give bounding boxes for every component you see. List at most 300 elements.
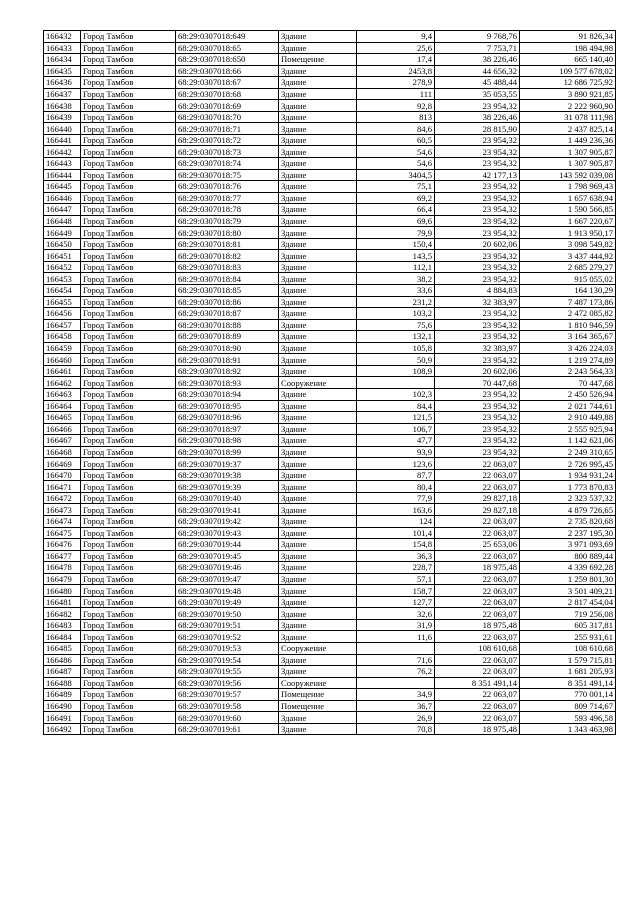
specific-value-cell: 8 351 491,14 [435, 677, 520, 689]
specific-value-cell: 23 954,32 [435, 308, 520, 320]
row-number-cell: 166453 [44, 273, 81, 285]
specific-value-cell: 38 226,46 [435, 111, 520, 123]
specific-value-cell: 18 975,48 [435, 619, 520, 631]
area-cell: 813 [357, 111, 435, 123]
cadastral-value-cell: 143 592 039,08 [520, 169, 616, 181]
city-cell: Город Тамбов [81, 261, 176, 273]
cadastral-value-cell: 719 256,08 [520, 608, 616, 620]
cadastral-value-cell: 2 249 310,65 [520, 446, 616, 458]
area-cell: 33,6 [357, 285, 435, 297]
cadastral-value-cell: 2 323 537,32 [520, 492, 616, 504]
cadastral-value-cell: 1 798 969,43 [520, 181, 616, 193]
row-number-cell: 166458 [44, 331, 81, 343]
area-cell [357, 677, 435, 689]
table-row [44, 308, 616, 320]
area-cell: 3404,5 [357, 169, 435, 181]
row-number-cell: 166448 [44, 215, 81, 227]
city-cell: Город Тамбов [81, 458, 176, 470]
specific-value-cell: 4 884,83 [435, 285, 520, 297]
specific-value-cell: 22 063,07 [435, 527, 520, 539]
city-cell: Город Тамбов [81, 31, 176, 43]
area-cell: 57,1 [357, 573, 435, 585]
specific-value-cell: 29 827,18 [435, 492, 520, 504]
cadastral-number-cell: 68:29:0307018:78 [176, 204, 279, 216]
object-type-cell: Здание [279, 515, 357, 527]
area-cell: 75,6 [357, 319, 435, 331]
object-type-cell: Здание [279, 550, 357, 562]
specific-value-cell: 23 954,32 [435, 273, 520, 285]
area-cell: 278,9 [357, 77, 435, 89]
specific-value-cell: 23 954,32 [435, 215, 520, 227]
area-cell: 31,9 [357, 619, 435, 631]
table-row [44, 527, 616, 539]
cadastral-value-cell: 198 494,98 [520, 42, 616, 54]
specific-value-cell: 23 954,32 [435, 100, 520, 112]
city-cell: Город Тамбов [81, 54, 176, 66]
cadastral-number-cell: 68:29:0307018:99 [176, 446, 279, 458]
area-cell: 106,7 [357, 423, 435, 435]
object-type-cell: Здание [279, 596, 357, 608]
cadastral-number-cell: 68:29:0307018:81 [176, 238, 279, 250]
table-row [44, 654, 616, 666]
city-cell: Город Тамбов [81, 123, 176, 135]
area-cell: 112,1 [357, 261, 435, 273]
row-number-cell: 166440 [44, 123, 81, 135]
table-row [44, 65, 616, 77]
cadastral-number-cell: 68:29:0307019:40 [176, 492, 279, 504]
table-row [44, 504, 616, 516]
cadastral-number-cell: 68:29:0307019:38 [176, 469, 279, 481]
specific-value-cell: 35 053,55 [435, 88, 520, 100]
cadastral-table [43, 30, 616, 735]
table-row [44, 481, 616, 493]
area-cell: 84,4 [357, 400, 435, 412]
specific-value-cell: 23 954,32 [435, 146, 520, 158]
row-number-cell: 166464 [44, 400, 81, 412]
row-number-cell: 166483 [44, 619, 81, 631]
area-cell: 105,8 [357, 342, 435, 354]
cadastral-value-cell: 2 450 526,94 [520, 388, 616, 400]
specific-value-cell: 23 954,32 [435, 227, 520, 239]
table-row [44, 215, 616, 227]
cadastral-number-cell: 68:29:0307019:53 [176, 642, 279, 654]
specific-value-cell: 18 975,48 [435, 723, 520, 735]
cadastral-number-cell: 68:29:0307019:42 [176, 515, 279, 527]
object-type-cell: Здание [279, 31, 357, 43]
specific-value-cell: 22 063,07 [435, 608, 520, 620]
area-cell: 231,2 [357, 296, 435, 308]
city-cell: Город Тамбов [81, 250, 176, 262]
area-cell: 32,6 [357, 608, 435, 620]
row-number-cell: 166438 [44, 100, 81, 112]
table-row [44, 631, 616, 643]
row-number-cell: 166435 [44, 65, 81, 77]
specific-value-cell: 23 954,32 [435, 400, 520, 412]
table-row [44, 285, 616, 297]
cadastral-value-cell: 665 140,40 [520, 54, 616, 66]
table-row [44, 192, 616, 204]
specific-value-cell: 20 602,06 [435, 365, 520, 377]
area-cell: 111 [357, 88, 435, 100]
area-cell: 103,2 [357, 308, 435, 320]
specific-value-cell: 70 447,68 [435, 377, 520, 389]
table-row [44, 134, 616, 146]
cadastral-number-cell: 68:29:0307018:83 [176, 261, 279, 273]
table-row [44, 227, 616, 239]
table-row [44, 423, 616, 435]
table-row [44, 146, 616, 158]
cadastral-value-cell: 2 243 564,33 [520, 365, 616, 377]
cadastral-number-cell: 68:29:0307019:57 [176, 689, 279, 701]
cadastral-number-cell: 68:29:0307018:71 [176, 123, 279, 135]
cadastral-number-cell: 68:29:0307019:48 [176, 585, 279, 597]
row-number-cell: 166445 [44, 181, 81, 193]
area-cell: 154,8 [357, 539, 435, 551]
object-type-cell: Здание [279, 365, 357, 377]
cadastral-value-cell: 109 577 678,02 [520, 65, 616, 77]
object-type-cell: Здание [279, 123, 357, 135]
table-row [44, 550, 616, 562]
area-cell: 228,7 [357, 562, 435, 574]
table-row [44, 446, 616, 458]
cadastral-value-cell: 2 237 195,30 [520, 527, 616, 539]
area-cell [357, 377, 435, 389]
row-number-cell: 166455 [44, 296, 81, 308]
row-number-cell: 166476 [44, 539, 81, 551]
table-row [44, 261, 616, 273]
area-cell: 143,5 [357, 250, 435, 262]
cadastral-number-cell: 68:29:0307019:46 [176, 562, 279, 574]
table-row [44, 354, 616, 366]
area-cell: 75,1 [357, 181, 435, 193]
cadastral-value-cell: 1 667 220,67 [520, 215, 616, 227]
specific-value-cell: 42 177,13 [435, 169, 520, 181]
row-number-cell: 166480 [44, 585, 81, 597]
cadastral-number-cell: 68:29:0307018:69 [176, 100, 279, 112]
area-cell: 9,4 [357, 31, 435, 43]
row-number-cell: 166466 [44, 423, 81, 435]
row-number-cell: 166479 [44, 573, 81, 585]
cadastral-value-cell: 2 472 085,82 [520, 308, 616, 320]
cadastral-value-cell: 1 449 236,36 [520, 134, 616, 146]
cadastral-number-cell: 68:29:0307019:37 [176, 458, 279, 470]
area-cell: 11,6 [357, 631, 435, 643]
row-number-cell: 166447 [44, 204, 81, 216]
object-type-cell: Здание [279, 492, 357, 504]
specific-value-cell: 32 383,97 [435, 296, 520, 308]
cadastral-number-cell: 68:29:0307018:649 [176, 31, 279, 43]
object-type-cell: Здание [279, 400, 357, 412]
specific-value-cell: 20 602,06 [435, 238, 520, 250]
row-number-cell: 166433 [44, 42, 81, 54]
area-cell: 102,3 [357, 388, 435, 400]
specific-value-cell: 22 063,07 [435, 458, 520, 470]
cadastral-number-cell: 68:29:0307018:95 [176, 400, 279, 412]
object-type-cell: Здание [279, 342, 357, 354]
cadastral-value-cell: 1 219 274,89 [520, 354, 616, 366]
row-number-cell: 166470 [44, 469, 81, 481]
cadastral-value-cell: 1 142 621,06 [520, 435, 616, 447]
object-type-cell: Здание [279, 331, 357, 343]
city-cell: Город Тамбов [81, 619, 176, 631]
table-row [44, 458, 616, 470]
row-number-cell: 166446 [44, 192, 81, 204]
city-cell: Город Тамбов [81, 596, 176, 608]
object-type-cell: Здание [279, 134, 357, 146]
specific-value-cell: 22 063,07 [435, 631, 520, 643]
cadastral-number-cell: 68:29:0307019:56 [176, 677, 279, 689]
city-cell: Город Тамбов [81, 446, 176, 458]
object-type-cell: Здание [279, 296, 357, 308]
object-type-cell: Здание [279, 250, 357, 262]
cadastral-value-cell: 4 879 726,65 [520, 504, 616, 516]
table-row [44, 88, 616, 100]
row-number-cell: 166467 [44, 435, 81, 447]
object-type-cell: Здание [279, 42, 357, 54]
area-cell [357, 642, 435, 654]
cadastral-number-cell: 68:29:0307019:43 [176, 527, 279, 539]
object-type-cell: Здание [279, 319, 357, 331]
cadastral-value-cell: 108 610,68 [520, 642, 616, 654]
city-cell: Город Тамбов [81, 504, 176, 516]
city-cell: Город Тамбов [81, 666, 176, 678]
cadastral-number-cell: 68:29:0307018:90 [176, 342, 279, 354]
cadastral-number-cell: 68:29:0307019:45 [176, 550, 279, 562]
cadastral-number-cell: 68:29:0307019:44 [176, 539, 279, 551]
specific-value-cell: 22 063,07 [435, 515, 520, 527]
row-number-cell: 166460 [44, 354, 81, 366]
city-cell: Город Тамбов [81, 42, 176, 54]
specific-value-cell: 22 063,07 [435, 712, 520, 724]
cadastral-value-cell: 1 773 870,83 [520, 481, 616, 493]
area-cell: 158,7 [357, 585, 435, 597]
table-row [44, 31, 616, 43]
city-cell: Город Тамбов [81, 550, 176, 562]
table-row [44, 515, 616, 527]
object-type-cell: Здание [279, 192, 357, 204]
object-type-cell: Здание [279, 504, 357, 516]
object-type-cell: Здание [279, 469, 357, 481]
table-row [44, 677, 616, 689]
row-number-cell: 166481 [44, 596, 81, 608]
specific-value-cell: 23 954,32 [435, 331, 520, 343]
cadastral-number-cell: 68:29:0307018:86 [176, 296, 279, 308]
city-cell: Город Тамбов [81, 354, 176, 366]
city-cell: Город Тамбов [81, 204, 176, 216]
document-page [43, 30, 616, 735]
cadastral-value-cell: 809 714,67 [520, 700, 616, 712]
area-cell: 60,5 [357, 134, 435, 146]
city-cell: Город Тамбов [81, 111, 176, 123]
row-number-cell: 166492 [44, 723, 81, 735]
specific-value-cell: 7 753,71 [435, 42, 520, 54]
cadastral-number-cell: 68:29:0307019:52 [176, 631, 279, 643]
cadastral-number-cell: 68:29:0307018:66 [176, 65, 279, 77]
row-number-cell: 166478 [44, 562, 81, 574]
city-cell: Город Тамбов [81, 515, 176, 527]
city-cell: Город Тамбов [81, 158, 176, 170]
object-type-cell: Здание [279, 215, 357, 227]
area-cell: 38,2 [357, 273, 435, 285]
row-number-cell: 166468 [44, 446, 81, 458]
city-cell: Город Тамбов [81, 562, 176, 574]
area-cell: 80,4 [357, 481, 435, 493]
row-number-cell: 166472 [44, 492, 81, 504]
cadastral-number-cell: 68:29:0307018:88 [176, 319, 279, 331]
area-cell: 84,6 [357, 123, 435, 135]
cadastral-number-cell: 68:29:0307018:76 [176, 181, 279, 193]
specific-value-cell: 23 954,32 [435, 250, 520, 262]
specific-value-cell: 25 653,06 [435, 539, 520, 551]
specific-value-cell: 108 610,68 [435, 642, 520, 654]
table-row [44, 712, 616, 724]
city-cell: Город Тамбов [81, 134, 176, 146]
specific-value-cell: 23 954,32 [435, 158, 520, 170]
specific-value-cell: 23 954,32 [435, 134, 520, 146]
row-number-cell: 166482 [44, 608, 81, 620]
cadastral-value-cell: 605 317,81 [520, 619, 616, 631]
city-cell: Город Тамбов [81, 146, 176, 158]
object-type-cell: Здание [279, 88, 357, 100]
cadastral-value-cell: 2 817 454,04 [520, 596, 616, 608]
cadastral-value-cell: 7 487 173,86 [520, 296, 616, 308]
specific-value-cell: 29 827,18 [435, 504, 520, 516]
cadastral-value-cell: 915 055,02 [520, 273, 616, 285]
cadastral-value-cell: 255 931,61 [520, 631, 616, 643]
table-row [44, 608, 616, 620]
area-cell: 163,6 [357, 504, 435, 516]
object-type-cell: Здание [279, 158, 357, 170]
cadastral-value-cell: 593 496,58 [520, 712, 616, 724]
city-cell: Город Тамбов [81, 689, 176, 701]
specific-value-cell: 22 063,07 [435, 550, 520, 562]
row-number-cell: 166487 [44, 666, 81, 678]
city-cell: Город Тамбов [81, 388, 176, 400]
row-number-cell: 166457 [44, 319, 81, 331]
table-row [44, 169, 616, 181]
city-cell: Город Тамбов [81, 423, 176, 435]
table-row [44, 331, 616, 343]
city-cell: Город Тамбов [81, 539, 176, 551]
specific-value-cell: 18 975,48 [435, 562, 520, 574]
row-number-cell: 166437 [44, 88, 81, 100]
object-type-cell: Здание [279, 146, 357, 158]
table-row [44, 435, 616, 447]
cadastral-number-cell: 68:29:0307018:84 [176, 273, 279, 285]
row-number-cell: 166477 [44, 550, 81, 562]
city-cell: Город Тамбов [81, 88, 176, 100]
cadastral-number-cell: 68:29:0307018:65 [176, 42, 279, 54]
area-cell: 26,9 [357, 712, 435, 724]
row-number-cell: 166450 [44, 238, 81, 250]
row-number-cell: 166449 [44, 227, 81, 239]
row-number-cell: 166465 [44, 412, 81, 424]
cadastral-value-cell: 2 726 995,45 [520, 458, 616, 470]
cadastral-number-cell: 68:29:0307018:79 [176, 215, 279, 227]
table-row [44, 700, 616, 712]
cadastral-number-cell: 68:29:0307019:41 [176, 504, 279, 516]
area-cell: 25,6 [357, 42, 435, 54]
table-row [44, 723, 616, 735]
cadastral-number-cell: 68:29:0307018:74 [176, 158, 279, 170]
area-cell: 36,7 [357, 700, 435, 712]
cadastral-value-cell: 8 351 491,14 [520, 677, 616, 689]
table-row [44, 238, 616, 250]
city-cell: Город Тамбов [81, 700, 176, 712]
cadastral-number-cell: 68:29:0307019:60 [176, 712, 279, 724]
object-type-cell: Здание [279, 111, 357, 123]
city-cell: Город Тамбов [81, 642, 176, 654]
row-number-cell: 166491 [44, 712, 81, 724]
row-number-cell: 166475 [44, 527, 81, 539]
city-cell: Город Тамбов [81, 527, 176, 539]
table-row [44, 77, 616, 89]
row-number-cell: 166473 [44, 504, 81, 516]
row-number-cell: 166488 [44, 677, 81, 689]
object-type-cell: Здание [279, 435, 357, 447]
area-cell: 108,9 [357, 365, 435, 377]
area-cell: 66,4 [357, 204, 435, 216]
cadastral-value-cell: 1 913 950,17 [520, 227, 616, 239]
cadastral-value-cell: 3 501 409,21 [520, 585, 616, 597]
cadastral-number-cell: 68:29:0307018:67 [176, 77, 279, 89]
cadastral-value-cell: 12 686 725,92 [520, 77, 616, 89]
specific-value-cell: 23 954,32 [435, 261, 520, 273]
area-cell: 17,4 [357, 54, 435, 66]
object-type-cell: Помещение [279, 689, 357, 701]
cadastral-value-cell: 164 130,29 [520, 285, 616, 297]
cadastral-value-cell: 1 590 566,85 [520, 204, 616, 216]
row-number-cell: 166462 [44, 377, 81, 389]
specific-value-cell: 44 656,32 [435, 65, 520, 77]
table-row [44, 181, 616, 193]
area-cell: 50,9 [357, 354, 435, 366]
cadastral-number-cell: 68:29:0307018:72 [176, 134, 279, 146]
cadastral-value-cell: 1 579 715,81 [520, 654, 616, 666]
cadastral-number-cell: 68:29:0307018:82 [176, 250, 279, 262]
area-cell: 127,7 [357, 596, 435, 608]
area-cell: 47,7 [357, 435, 435, 447]
cadastral-number-cell: 68:29:0307019:39 [176, 481, 279, 493]
cadastral-value-cell: 2 222 960,90 [520, 100, 616, 112]
object-type-cell: Здание [279, 539, 357, 551]
table-row [44, 111, 616, 123]
city-cell: Город Тамбов [81, 654, 176, 666]
object-type-cell: Здание [279, 446, 357, 458]
object-type-cell: Сооружение [279, 677, 357, 689]
cadastral-value-cell: 2 021 744,61 [520, 400, 616, 412]
city-cell: Город Тамбов [81, 677, 176, 689]
city-cell: Город Тамбов [81, 342, 176, 354]
row-number-cell: 166463 [44, 388, 81, 400]
specific-value-cell: 23 954,32 [435, 319, 520, 331]
table-row [44, 412, 616, 424]
cadastral-number-cell: 68:29:0307019:58 [176, 700, 279, 712]
area-cell: 2453,8 [357, 65, 435, 77]
cadastral-number-cell: 68:29:0307018:80 [176, 227, 279, 239]
cadastral-value-cell: 2 735 820,68 [520, 515, 616, 527]
table-row [44, 273, 616, 285]
table-row [44, 42, 616, 54]
area-cell: 71,6 [357, 654, 435, 666]
cadastral-value-cell: 31 078 111,98 [520, 111, 616, 123]
area-cell: 124 [357, 515, 435, 527]
cadastral-value-cell: 1 681 205,93 [520, 666, 616, 678]
row-number-cell: 166486 [44, 654, 81, 666]
city-cell: Город Тамбов [81, 585, 176, 597]
city-cell: Город Тамбов [81, 492, 176, 504]
area-cell: 77,9 [357, 492, 435, 504]
